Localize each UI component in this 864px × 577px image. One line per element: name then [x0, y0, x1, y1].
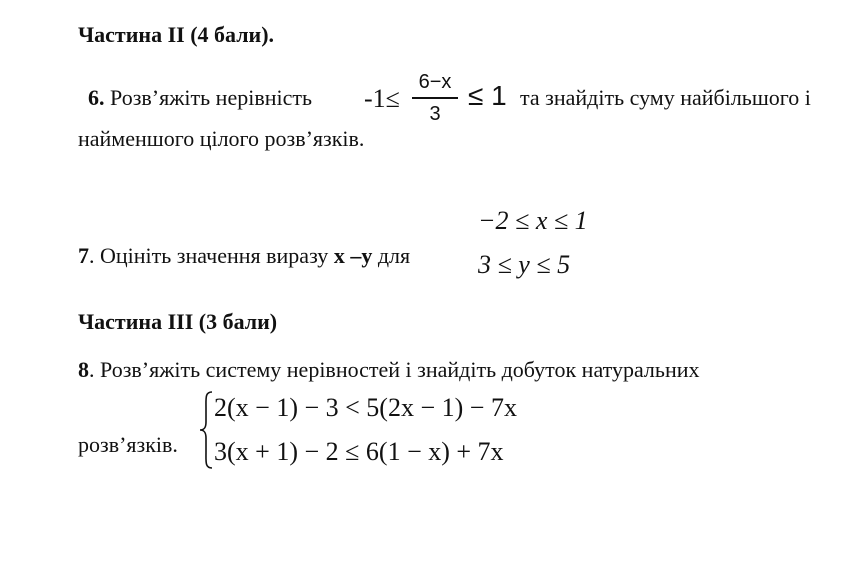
problem8-text: . Розв’яжіть систему нерівностей і знайдіть добуток натуральних	[89, 357, 700, 382]
fraction	[412, 70, 458, 125]
problem7-condition-y	[478, 250, 570, 280]
problem6-line2: найменшого цілого розв’язків.	[78, 126, 365, 151]
problem6-text-after: та знайдіть суму найбільшого і	[520, 85, 811, 110]
problem6-text: Розв’яжіть нерівність	[110, 85, 313, 110]
problem7-text-after: для	[372, 243, 411, 268]
problem7-text: . Оцініть значення виразу	[89, 243, 334, 268]
inequality-left: -1≤	[364, 84, 400, 113]
fraction-numerator: 6−x	[418, 71, 452, 93]
problem7-expression: x –y	[333, 243, 373, 268]
problem6-number: 6.	[88, 85, 105, 110]
problem7-line	[78, 243, 410, 269]
system-brace	[199, 390, 213, 470]
system-equation-2: 3(x + 1) − 2 ≤ 6(1 − x) + 7x	[214, 437, 504, 466]
problem8-line1	[78, 357, 700, 383]
fraction-bar	[412, 97, 458, 99]
part3-title: Частина III (3 бали)	[78, 309, 278, 334]
condition-y-text: 3 ≤ y ≤ 5	[478, 250, 571, 279]
fraction-denominator: 3	[429, 103, 441, 125]
part2-title: Частина II (4 бали).	[78, 22, 275, 47]
problem8-number: 8	[78, 357, 89, 382]
inequality-right: ≤ 1	[468, 80, 507, 111]
problem8-line2: розв’язків.	[78, 432, 178, 457]
system-equation-1: 2(x − 1) − 3 < 5(2x − 1) − 7x	[214, 393, 517, 422]
condition-x-text: −2 ≤ x ≤ 1	[478, 206, 588, 235]
problem7-number: 7	[78, 243, 89, 268]
problem7-condition-x	[478, 206, 588, 236]
problem6-line1	[88, 85, 312, 111]
